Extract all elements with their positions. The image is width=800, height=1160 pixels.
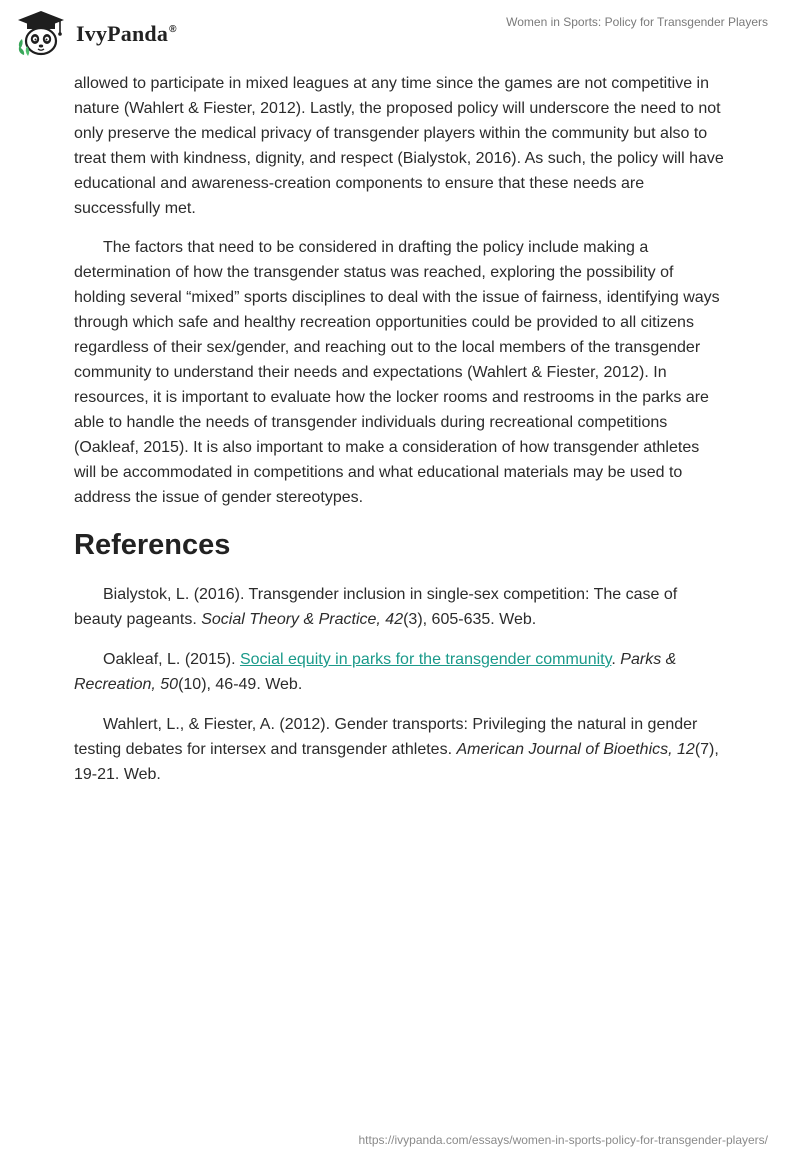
reference-item: Bialystok, L. (2016). Transgender inclusion in single-sex competition: The case of beauty pageants. Social Theory & Practice, 42(3), 605-635. Web. xyxy=(74,586,678,628)
reference-item: Wahlert, L., & Fiester, A. (2012). Gender transports: Privileging the natural in gender testing debates for intersex and transgender athletes. American Journal of Bioethics, 12(7), 19-21. Web. xyxy=(74,716,719,783)
journal-title: Parks & Recreation, 50 xyxy=(74,651,677,693)
ivypanda-logo[interactable] xyxy=(14,9,177,57)
brand-name: IvyPanda® xyxy=(76,21,177,46)
body-paragraph: allowed to participate in mixed leagues at any time since the games are not competitive in nature (Wahlert & Fiester, 2012). Lastly, the proposed policy will underscore the need to not only preserve the medical privacy of transgender players within the community but also to treat them with kindness, dignity, and respect (Bialystok, 2016). As such, the policy will have educational and awareness-creation components to ensure that these needs are successfully met. xyxy=(74,75,724,217)
body-paragraph: The factors that need to be considered in drafting the policy include making a determination of how the transgender status was reached, exploring the possibility of holding several “mixed” sports disciplines to deal with the issue of fairness, identifying ways through which safe and healthy recreation opportunities could be provided to all citizens regardless of their sex/gender, and reaching out to the local members of the transgender community to understand their needs and expectations (Wahlert & Fiester, 2012). In resources, it is important to evaluate how the locker rooms and restrooms in the parks are able to handle the needs of transgender individuals during recreational competitions (Oakleaf, 2015). It is also important to make a consideration of how transgender athletes will be accommodated in competitions and what educational materials may be used to address the issue of gender stereotypes. xyxy=(74,239,720,506)
essay-content xyxy=(74,71,724,802)
panda-graduate-icon xyxy=(14,9,68,57)
source-url: https://ivypanda.com/essays/women-in-sports-policy-for-transgender-players/ xyxy=(358,1133,768,1147)
page-header xyxy=(0,0,800,62)
journal-title: Social Theory & Practice, 42 xyxy=(201,611,404,628)
journal-title: American Journal of Bioethics, 12 xyxy=(456,741,695,758)
running-title: Women in Sports: Policy for Transgender Players xyxy=(506,15,768,29)
reference-link[interactable]: Social equity in parks for the transgender community xyxy=(239,651,612,668)
references-heading: References xyxy=(74,529,231,561)
reference-item: Oakleaf, L. (2015). Social equity in parks for the transgender community. Parks & Recreation, 50(10), 46-49. Web. xyxy=(74,651,677,693)
